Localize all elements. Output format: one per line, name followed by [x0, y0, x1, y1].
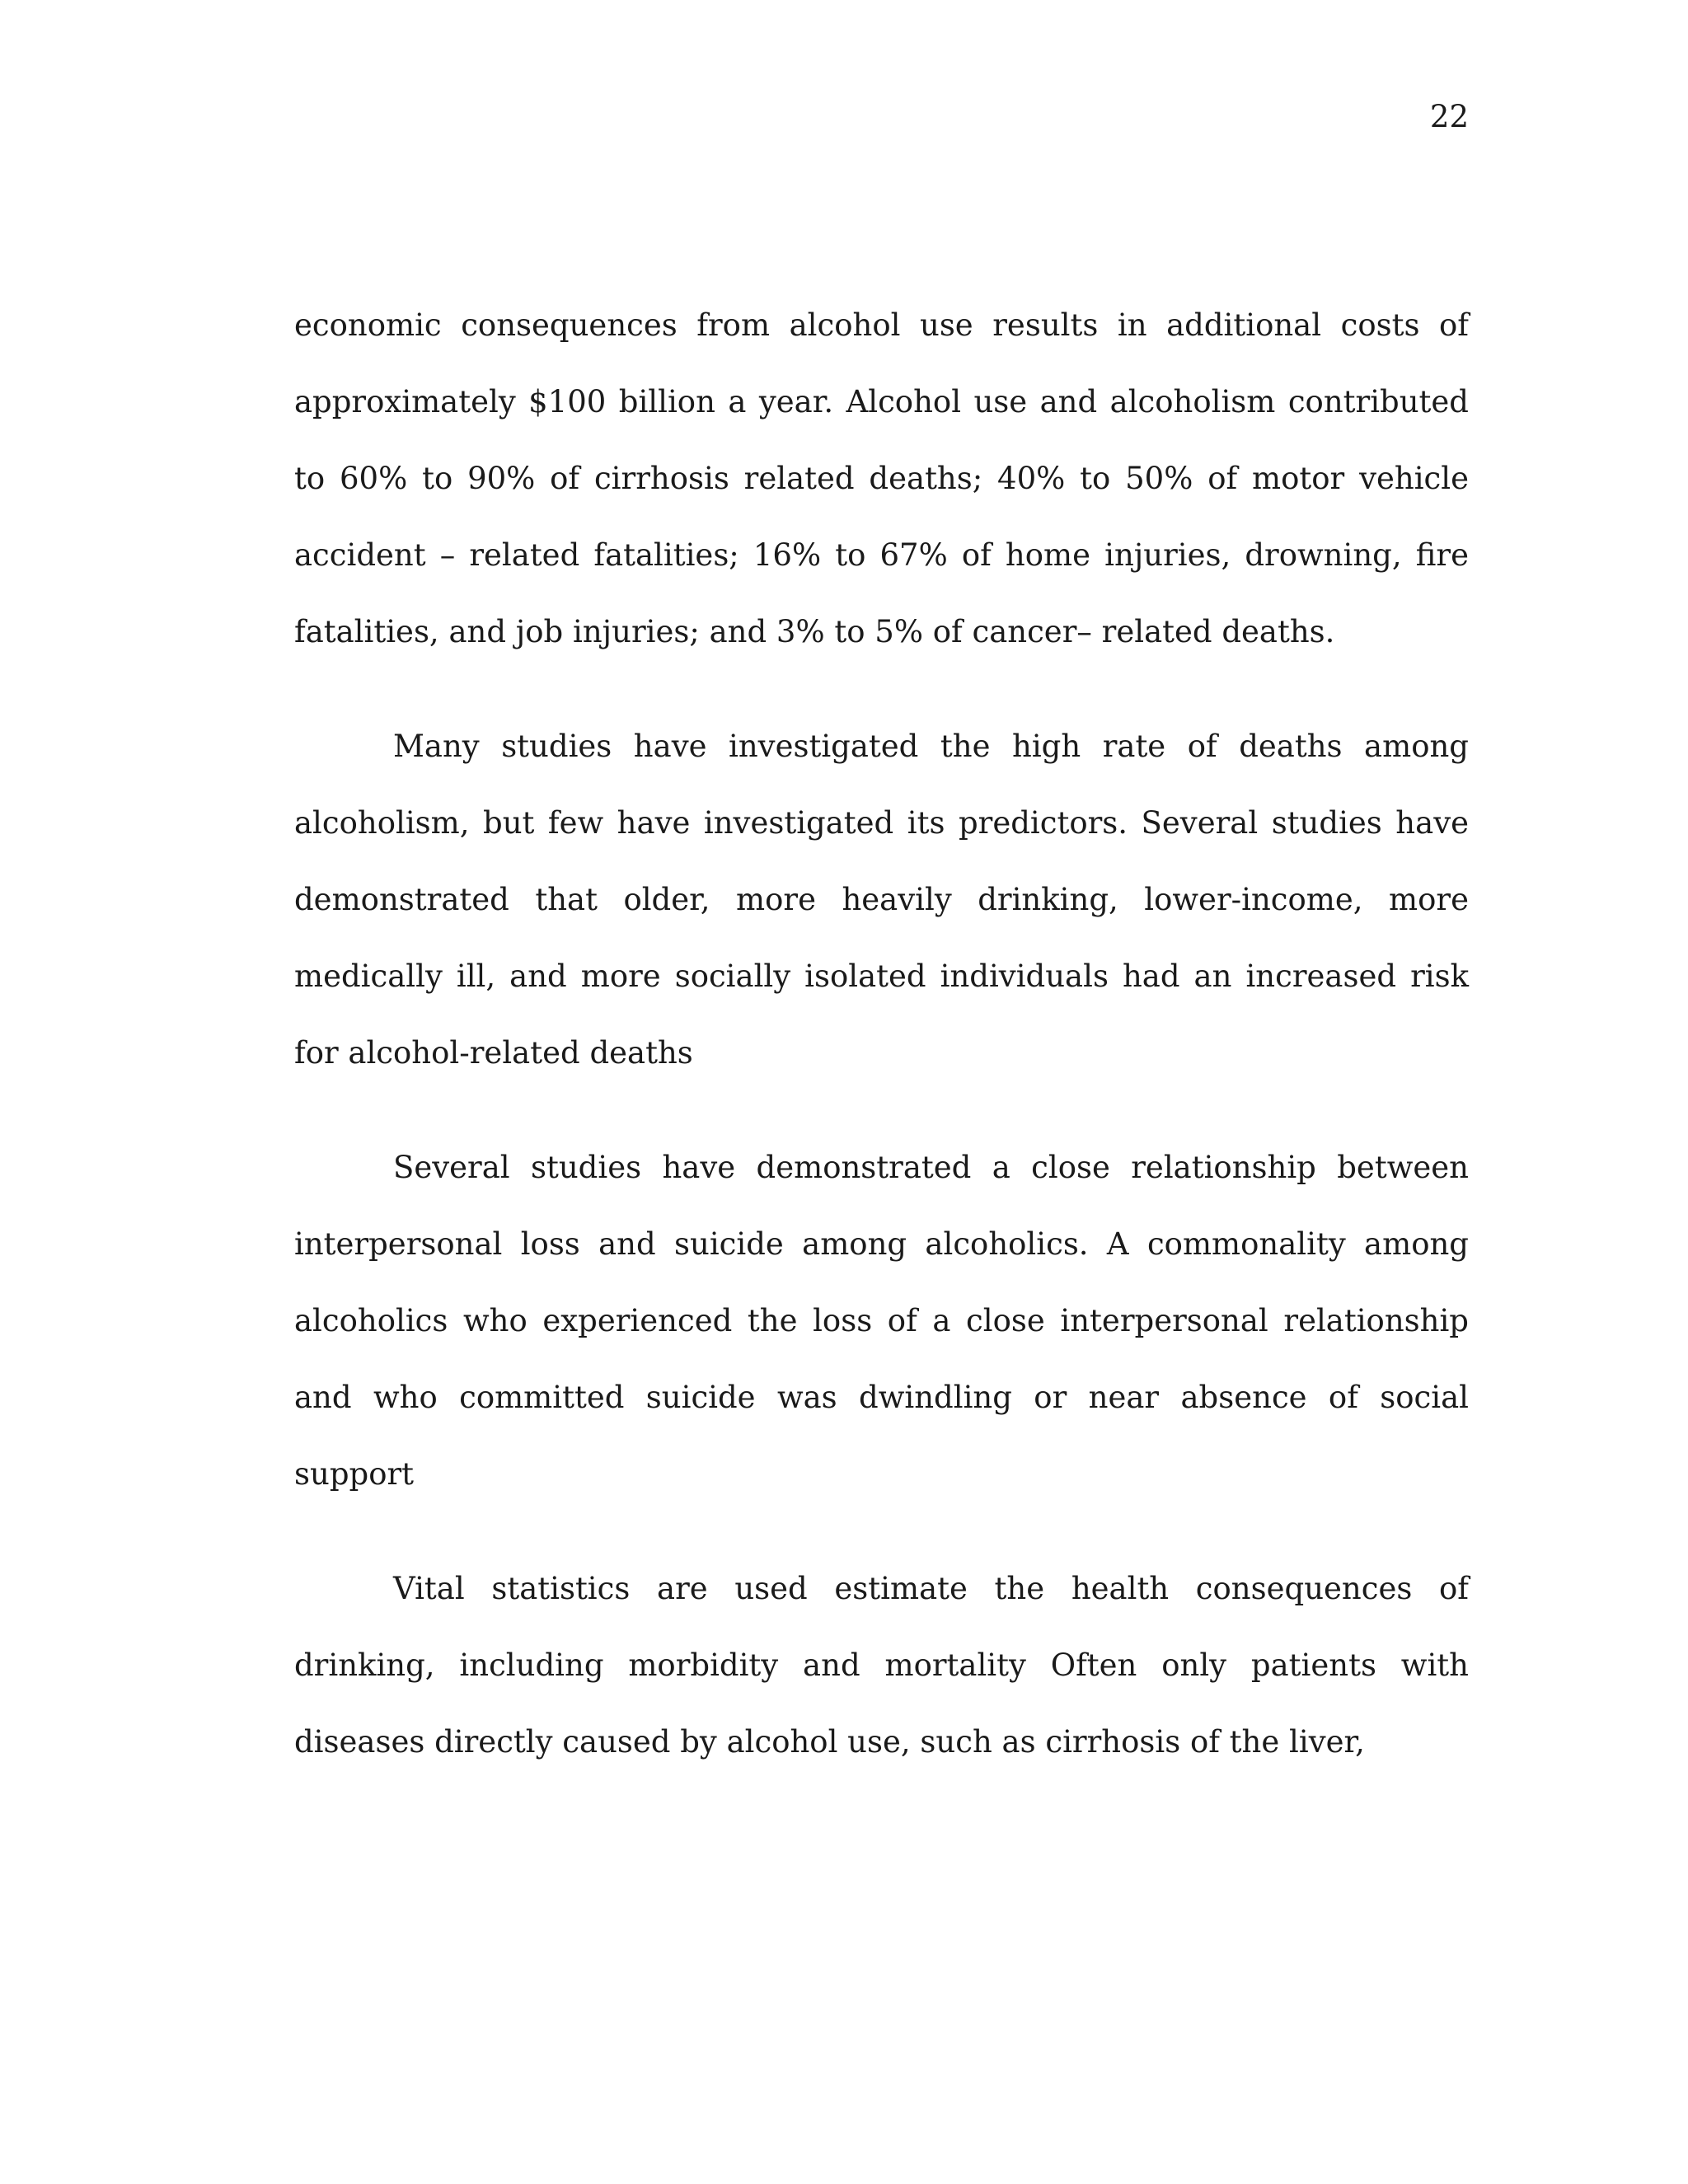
paragraph-continued: economic consequences from alcohol use results in additional costs of approximately $100 billion a year. Alcohol use and alcoholism contributed to 60% to 90% of cirrhosis related deaths; 40% to 50% of motor vehicle accident – related fatalities; 16% to 67% of home injuries, drowning, fire fatalities, and job injuries; and 3% to 5% of cancer– related deaths.: [294, 307, 1469, 649]
page-number: 22: [1429, 99, 1469, 134]
paragraph-interpersonal-loss: Several studies have demonstrated a close relationship between interpersonal loss and suicide among alcoholics. A commonality among alcoholics who experienced the loss of a close interpersonal relationship and who committed suicide was dwindling or near absence of social support: [294, 1150, 1469, 1492]
body-text: [294, 287, 1469, 1780]
paragraph-vital-statistics: Vital statistics are used estimate the health consequences of drinking, including morbidity and mortality Often only patients with diseases directly caused by alcohol use, such as cirrhosis of the liver,: [294, 1571, 1469, 1760]
paragraph-predictors: Many studies have investigated the high rate of deaths among alcoholism, but few have investigated its predictors. Several studies have demonstrated that older, more heavily drinking, lower-income, more medically ill, and more socially isolated individuals had an increased risk for alcohol-related deaths: [294, 729, 1469, 1071]
